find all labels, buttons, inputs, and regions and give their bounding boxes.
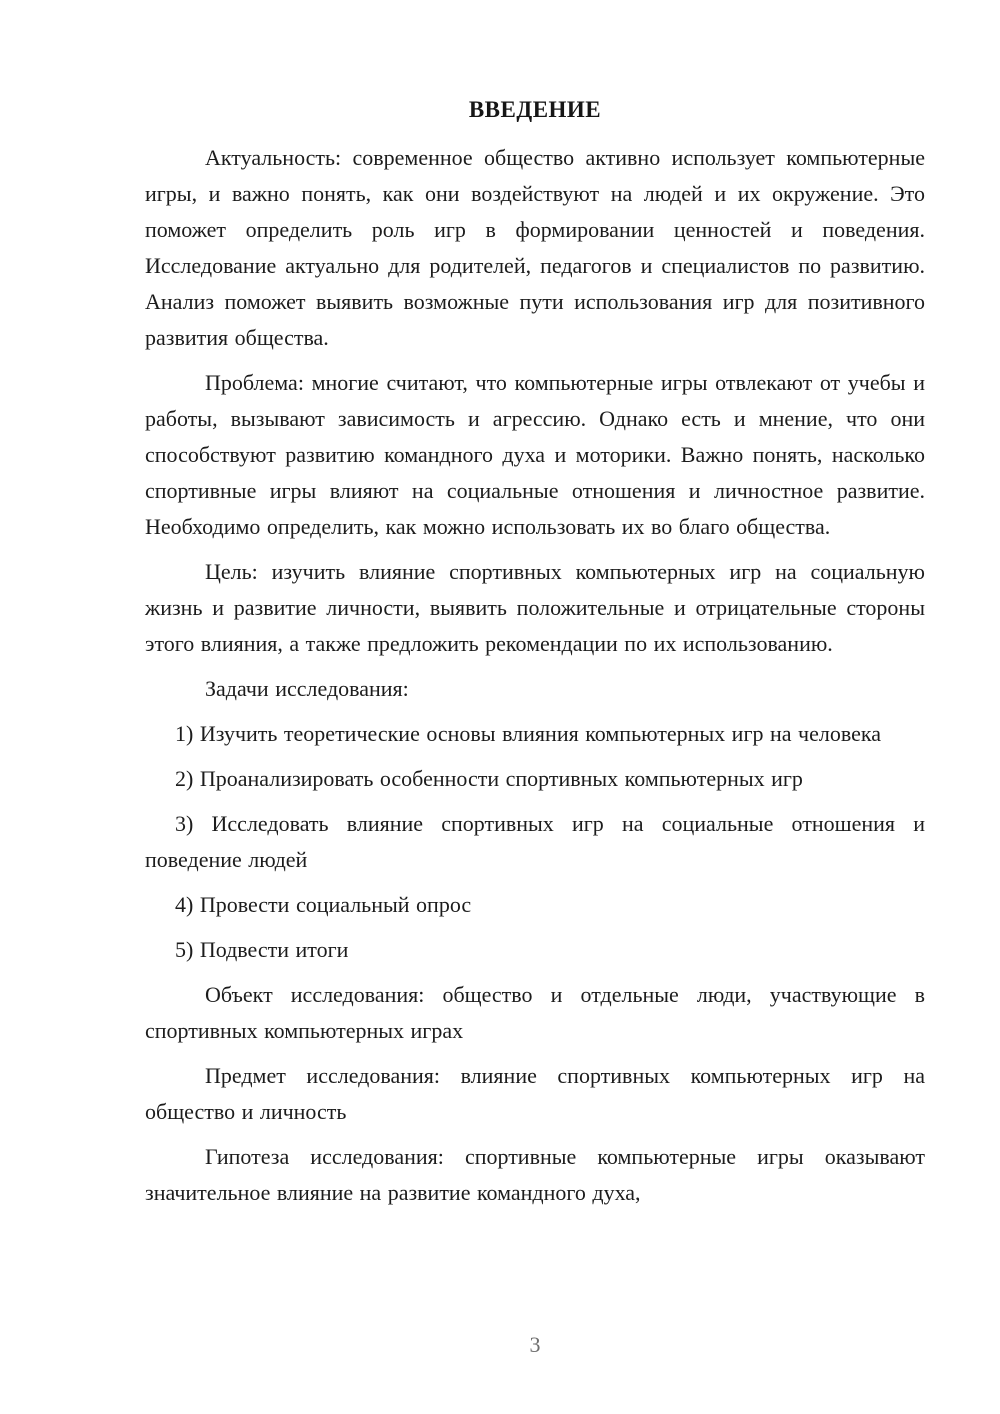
paragraph-research-subject: Предмет исследования: влияние спортивных компьютерных игр на общество и личность: [145, 1063, 925, 1124]
text-column: [145, 92, 925, 1220]
task-item-5: 5) Подвести итоги: [175, 937, 349, 962]
task-item-4: 4) Провести социальный опрос: [175, 892, 472, 917]
paragraph-goal: Цель: изучить влияние спортивных компьютерных игр на социальную жизнь и развитие личности, выявить положительные и отрицательные стороны этого влияния, а также предложить рекомендации по их использованию.: [145, 559, 925, 656]
paragraph-problem: Проблема: многие считают, что компьютерные игры отвлекают от учебы и работы, вызывают зависимость и агрессию. Однако есть и мнение, что они способствуют развитию командного духа и моторики. Важно понять, насколько спортивные игры влияют на социальные отношения и личностное развитие. Необходимо определить, как можно использовать их во благо общества.: [145, 370, 925, 539]
task-item-2: 2) Проанализировать особенности спортивных компьютерных игр: [175, 766, 803, 791]
paragraph-actuality: Актуальность: современное общество активно использует компьютерные игры, и важно понять, как они воздействуют на людей и их окружение. Это поможет определить роль игр в формировании ценностей и поведения. Исследование актуально для родителей, педагогов и специалистов по развитию. Анализ поможет выявить возможные пути использования игр для позитивного развития общества.: [145, 145, 925, 350]
page-number: 3: [529, 1332, 541, 1357]
paragraph-research-object: Объект исследования: общество и отдельные люди, участвующие в спортивных компьютерных играх: [145, 982, 925, 1043]
task-item-3: 3) Исследовать влияние спортивных игр на социальные отношения и поведение людей: [145, 811, 925, 872]
page-title: ВВЕДЕНИЕ: [468, 97, 602, 122]
paragraph-hypothesis: Гипотеза исследования: спортивные компьютерные игры оказывают значительное влияние на развитие командного духа,: [145, 1144, 925, 1205]
tasks-heading: Задачи исследования:: [205, 676, 409, 701]
task-item-1: 1) Изучить теоретические основы влияния компьютерных игр на человека: [175, 721, 881, 746]
